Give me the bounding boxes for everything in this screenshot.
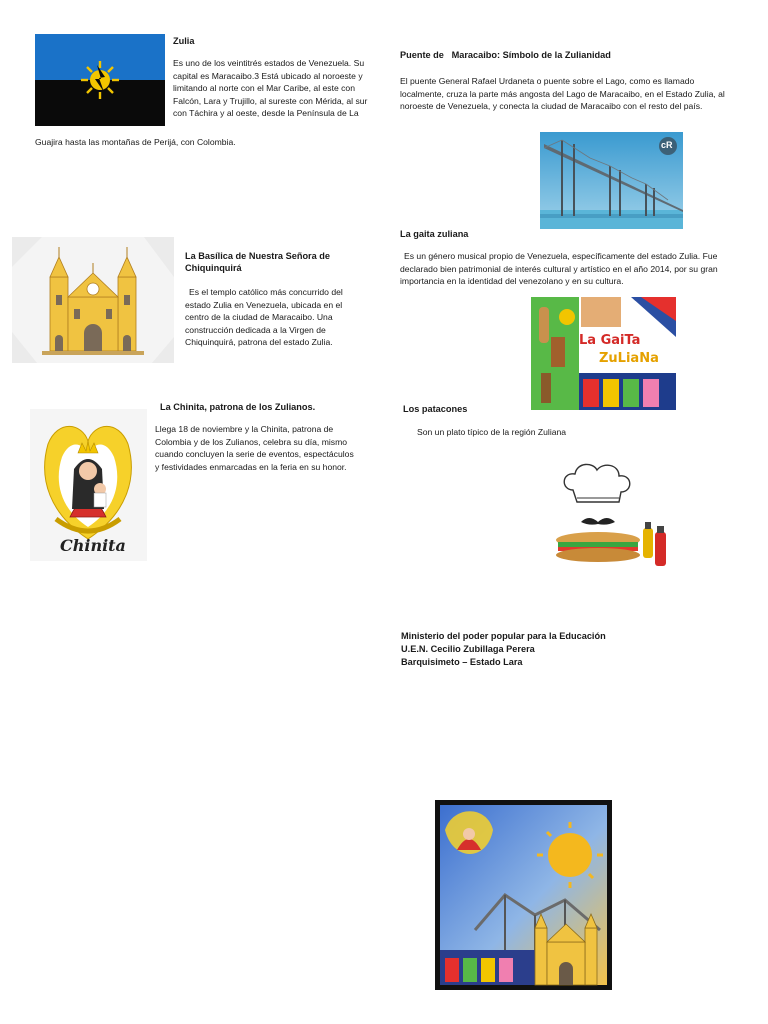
puente-title: Puente de Maracaibo: Símbolo de la Zulianidad — [400, 50, 611, 60]
chinita-text: Llega 18 de noviembre y la Chinita, patrona de Colombia y de los Zulianos, celebra su día, mismo cuando concluyen la serie de eventos, espectáculos y festividades enmarcadas en la feria en su honor. — [155, 424, 354, 472]
puente-text: El puente General Rafael Urdaneta o puente sobre el Lago, como es llamado localmente, cruza la parte más angosta del Lago de Maracaibo, en el Estado Zulia, al noroeste de Venezuela, y conecta la ciudad de Maracaibo con el resto del país. — [400, 76, 725, 112]
footer-line3: Barquisimeto – Estado Lara — [401, 657, 523, 667]
bridge-image — [540, 132, 683, 229]
gaita-logo-line1: La GaiTa — [579, 333, 641, 348]
gaita-image — [531, 297, 676, 410]
basilica-text: Es el templo católico más concurrido del estado Zulia en Venezuela, ubicada en el centro de la ciudad de Maracaibo. Una construcción dedicada a la Virgen de Chiquinquirá, patrona del estado Zulia. — [185, 287, 343, 348]
gaita-logo-line2: ZuLiaNa — [599, 351, 659, 366]
bridge-image-badge: cR — [661, 140, 673, 150]
zulia-collage-image — [435, 800, 612, 990]
basilica-image — [12, 237, 174, 363]
zulia-flag-image — [35, 34, 165, 126]
patacones-title: Los patacones — [403, 404, 468, 414]
patacon-chef-image — [553, 460, 673, 573]
patacones-text: Son un plato típico de la región Zuliana — [417, 427, 567, 437]
zulia-text: Es uno de los veintitrés estados de Venezuela. Su capital es Maracaibo.3 Está ubicado al noroeste y limitando al norte con el Mar Caribe, al este con Falcón, Lara y Trujillo, al sureste con Mérida, al sur con Táchira y al oeste, desde la Península de La — [173, 58, 368, 119]
gaita-text: Es un género musical propio de Venezuela, específicamente del estado Zulia. Fue declarado bien patrimonial de interés cultural y artístico en el año 2014, por su gran importancia en la identidad del venezolano y en su cultura. — [400, 251, 718, 287]
gaita-title: La gaita zuliana — [400, 229, 469, 239]
chinita-image — [30, 409, 147, 561]
chinita-title: La Chinita, patrona de los Zulianos. — [160, 402, 316, 412]
basilica-title: La Basílica de Nuestra Señora de Chiquinquirá — [185, 251, 331, 273]
footer-line1: Ministerio del poder popular para la Educación — [401, 631, 606, 641]
chinita-image-label: Chinita — [60, 536, 126, 555]
zulia-title: Zulia — [173, 36, 195, 46]
footer-line2: U.E.N. Cecilio Zubillaga Perera — [401, 644, 535, 654]
zulia-text-continued: Guajira hasta las montañas de Perijá, con Colombia. — [35, 137, 236, 147]
